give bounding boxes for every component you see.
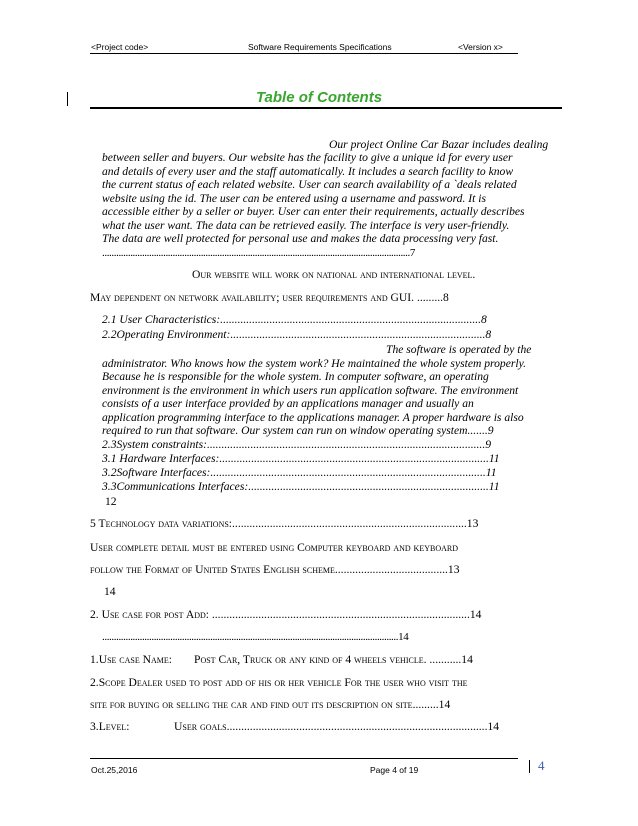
toc-entry-user-characteristics[interactable]: 2.1 User Characteristics:..........................................................................................8 xyxy=(102,313,487,326)
toc-entry-level[interactable]: User goals..........................................................................................14 xyxy=(174,720,500,733)
toc-entry-national[interactable]: Our website will work on national and international level. xyxy=(192,268,476,281)
toc-entry-system-constraints[interactable]: 2.3System constraints:................................................................................................9 xyxy=(102,438,492,451)
page-number: 4 xyxy=(538,758,545,773)
toc-title: Table of Contents xyxy=(255,89,383,106)
toc-entry-user-detail-cont[interactable]: follow the Format of United States English scheme.......................................13 xyxy=(90,563,460,576)
toc-entry-use-case-post[interactable]: 2. Use case for post Add: .........................................................................................14 xyxy=(90,608,482,621)
toc-entry-level-label[interactable]: 3.Level: xyxy=(90,720,130,733)
admin-line: administrator. Who knows how the system work? He maintained the whole system properly. xyxy=(102,356,526,370)
admin-line: consists of a user interface provided by an applications manager and usually an xyxy=(102,397,474,410)
header-project-code: <Project code> xyxy=(91,42,149,52)
intro-line: the current status of each related website. User can search availability of a `deals related xyxy=(102,178,517,191)
toc-entry-os[interactable]: required to run that software. Our system can run on window operating system.......9 xyxy=(102,424,494,437)
toc-entry-scope[interactable]: 2.Scope Dealer used to post add of his or her vehicle For the user who visit the xyxy=(90,676,468,689)
admin-first-line: The software is operated by the xyxy=(386,343,532,356)
header-rule xyxy=(90,53,518,54)
toc-entry-use-case-name-label[interactable]: 1.Use case Name: xyxy=(90,653,173,666)
intro-line: accessible either by a seller or buyer. User can enter their requirements, actually describes xyxy=(102,205,525,218)
toc-entry-hardware-interfaces[interactable]: 3.1 Hardware Interfaces:.............................................................................................11 xyxy=(102,452,500,465)
toc-entry-communications-interfaces[interactable]: 3.3Communications Interfaces:...................................................................................11 xyxy=(102,480,500,493)
toc-page-12[interactable]: 12 xyxy=(105,495,117,508)
intro-line: and details of every user and the staff automatically. It includes a search facility to know xyxy=(102,164,514,178)
page-number-bar xyxy=(529,760,530,773)
header-doc-title: Software Requirements Specifications xyxy=(248,42,392,52)
footer-rule xyxy=(90,758,518,759)
admin-line: application programming interface to the applications manager. A proper hardware is also xyxy=(102,410,524,424)
footer-page: Page 4 of 19 xyxy=(370,765,419,775)
toc-entry-dots-14[interactable]: ..............................................................................................................................14 xyxy=(102,631,409,643)
toc-entry-use-case-name[interactable]: Post Car, Truck or any kind of 4 wheels vehicle. ...........14 xyxy=(194,653,473,666)
intro-first-line: Our project Online Car Bazar includes dealing xyxy=(329,138,549,151)
admin-line: Because he is responsible for the whole system. In computer software, an operating xyxy=(102,370,489,383)
intro-line: website using the id. The user can be entered using a username and password. It is xyxy=(102,191,486,205)
toc-entry-network[interactable]: May dependent on network availability; user requirements and GUI. .........8 xyxy=(90,291,449,304)
intro-line: what the user want. The data can be retrieved easily. The interface is very user-friendly. xyxy=(102,218,510,232)
toc-entry-intro-dots[interactable]: ...................................................................................................................................7 xyxy=(102,247,415,259)
toc-page-14[interactable]: 14 xyxy=(104,585,116,598)
toc-entry-software-interfaces[interactable]: 3.2Software Interfaces:...............................................................................................11 xyxy=(102,466,497,479)
header-version: <Version x> xyxy=(458,42,503,52)
intro-line: The data are well protected for personal use and makes the data processing very fast. xyxy=(102,232,499,245)
title-rule xyxy=(90,107,562,109)
admin-line: environment is the environment in which users run application software. The environment xyxy=(102,383,519,397)
toc-entry-user-detail[interactable]: User complete detail must be entered using Computer keyboard and keyboard xyxy=(90,541,459,554)
toc-entry-scope-cont[interactable]: site for buying or selling the car and find out its description on site.........14 xyxy=(90,698,451,711)
toc-entry-operating-environment[interactable]: 2.2Operating Environment:........................................................................................8 xyxy=(102,328,492,341)
footer-date: Oct.25,2016 xyxy=(91,765,138,775)
intro-line: between seller and buyers. Our website has the facility to give a unique id for every user xyxy=(102,151,513,164)
toc-entry-technology[interactable]: 5 Technology data variations:.................................................................................13 xyxy=(90,517,479,530)
